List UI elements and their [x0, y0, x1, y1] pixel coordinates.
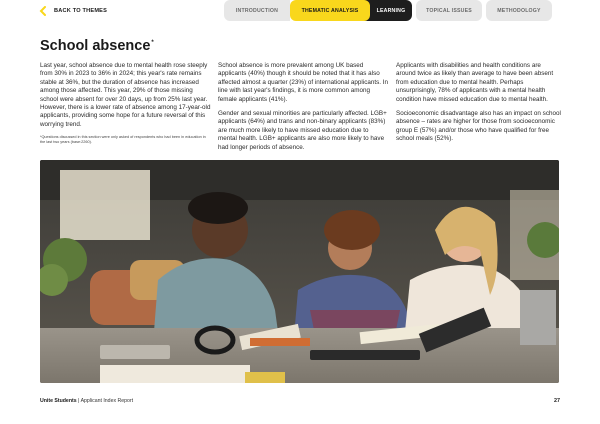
paragraph: Socioeconomic disadvantage also has an impact on school absence – rates are higher for those from socioeconomic group E (57%) and/or those who have qualified for free school meals (52%). [396, 110, 561, 143]
paragraph: Applicants with disabilities and health conditions are around twice as likely than average to have been absent from education due to mental health. Perhaps unsurprisingly, 78% of applicants with a mental health condition have missed education due to mental health. [396, 62, 554, 103]
paragraph: Gender and sexual minorities are particularly affected. LGB+ applicants (64%) and trans and non-binary applicants (83%) are much more likely to have missed education due to mental health. LGB+ applicants are also more likely to have had longer periods of absence. [218, 110, 387, 151]
text-column-3 [396, 62, 561, 150]
footnote: *Questions discussed in this section were only asked of respondents who had been in education in the last two years (base:2260). [40, 135, 206, 145]
theme-tabs [224, 0, 552, 21]
tab-methodology[interactable]: METHODOLOGY [486, 0, 552, 21]
brand-name: Unite Students [40, 398, 77, 404]
top-navigation [0, 0, 600, 22]
tab-introduction[interactable]: INTRODUCTION [224, 0, 290, 21]
footer-separator: | [78, 398, 80, 404]
paragraph: Last year, school absence due to mental health rose steeply from 30% in 2023 to 36% in 2024; this year's rate remains stable at 36%, but the duration of absence has increased among those affected. This year, 29% of those missing school were absent for over 20 days, up from 25% last year. However, there is a lower rate of absence among 17-year-old applicants, providing some hope for a future reversal of this worrying trend. [40, 62, 211, 128]
report-name: Applicant Index Report [80, 398, 134, 404]
tab-thematic-analysis[interactable]: THEMATIC ANALYSIS [290, 0, 370, 21]
page-footer [40, 398, 133, 404]
page-number: 27 [554, 398, 560, 404]
tab-topical-issues[interactable]: TOPICAL ISSUES [416, 0, 482, 21]
students-studying-photo [40, 160, 559, 383]
text-column-2 [218, 62, 388, 158]
title-footnote-marker: * [151, 40, 154, 47]
chevron-left-icon [38, 6, 48, 16]
back-label: BACK TO THEMES [54, 8, 108, 14]
page-title-text: School absence [40, 38, 151, 54]
text-column-1 [40, 62, 212, 151]
paragraph: School absence is more prevalent among UK based applicants (40%) though it should be noted that it has also affected almost a quarter (23%) of international applicants. In line with last year's findings, it is more common among female applicants (41%). [218, 62, 388, 103]
page-title [40, 38, 154, 54]
photo-illustration [40, 160, 559, 383]
back-to-themes-link[interactable] [38, 3, 107, 19]
tab-learning[interactable]: LEARNING [362, 0, 412, 21]
